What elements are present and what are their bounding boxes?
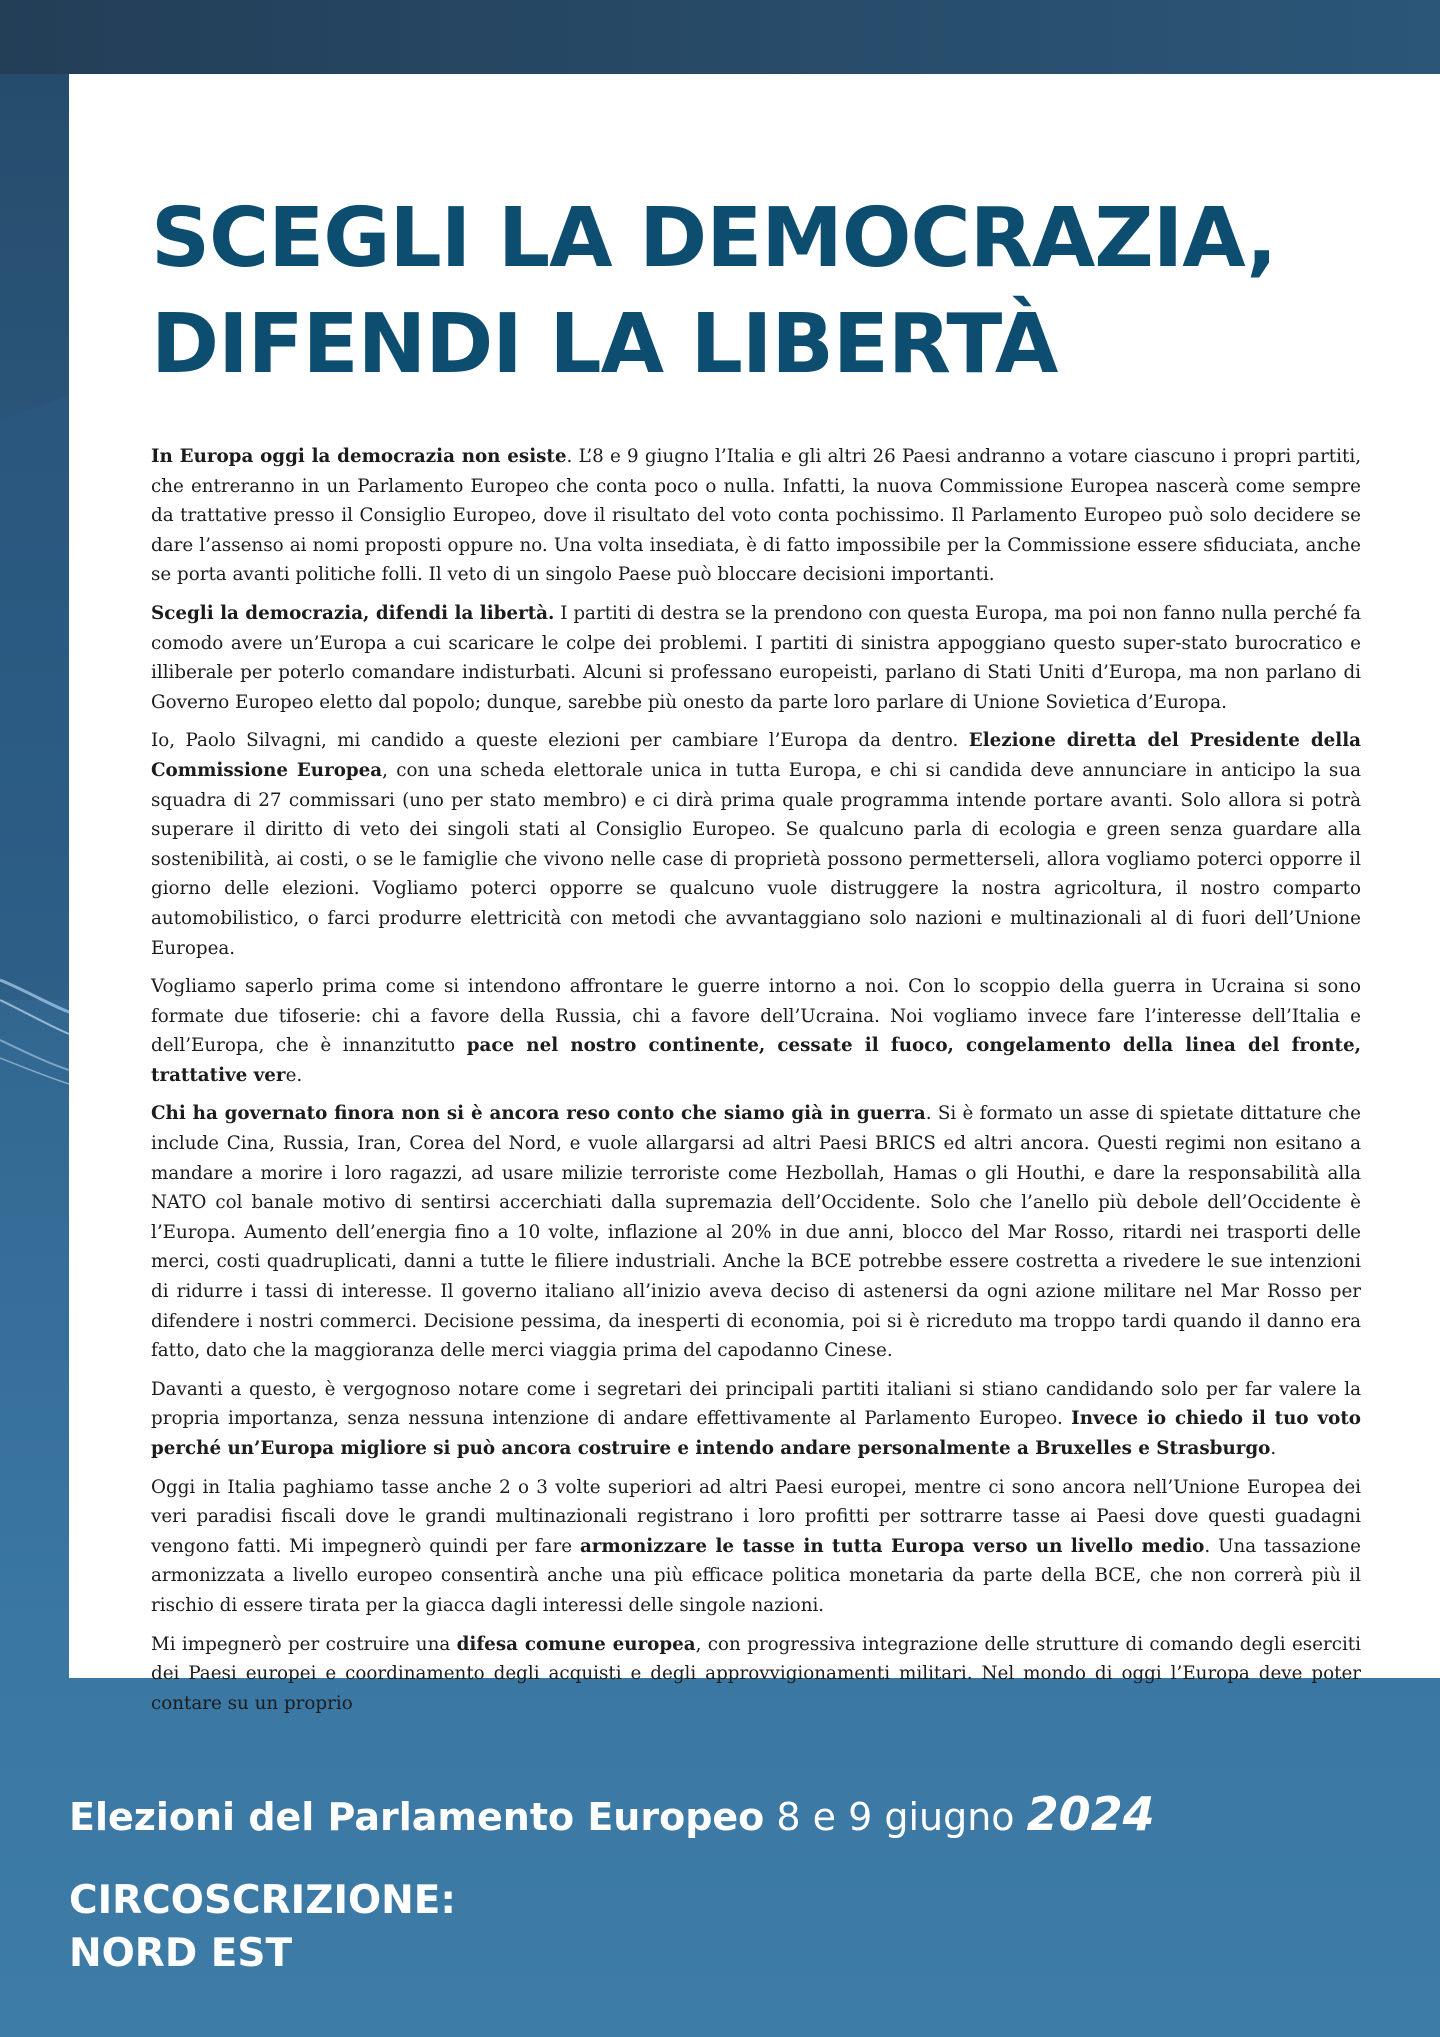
constituency	[69, 1874, 456, 1980]
paragraph-text: . Una tassazione armonizzata a livello europeo consentirà anche una più efficace politica monetaria da parte della BCE, che non correrà più il rischio di essere tirata per la giacca dagli interessi delle singole nazioni.	[151, 1535, 1362, 1616]
paragraph-text: .	[1270, 1438, 1277, 1459]
paragraph-text: , con progressiva integrazione delle strutture di comando degli eserciti dei Paesi europei e coordinamento degli acquisti e degli approvvigionamenti militari. Nel mondo di oggi l’Europa deve poter contare su un proprio	[151, 1633, 1361, 1714]
paragraph-1	[151, 442, 1361, 590]
paragraph-text: pace nel nostro continente, cessate il fuoco, congelamento della linea del fronte, trattative ver	[151, 1035, 1361, 1086]
document-page	[69, 74, 1440, 1714]
paragraph-text: Io, Paolo Silvagni, mi candido a queste elezioni per cambiare l’Europa da dentro.	[151, 730, 969, 752]
constituency-label: CIRCOSCRIZIONE:	[69, 1878, 457, 1923]
election-title	[69, 1789, 1155, 1842]
headline-line-1: SCEGLI LA DEMOCRAZIA,	[151, 191, 1277, 286]
paragraph-text: difesa comune europea	[456, 1633, 696, 1655]
paragraph-5	[151, 1099, 1361, 1365]
paragraph-7	[151, 1473, 1361, 1621]
election-name: Elezioni del Parlamento Europeo	[69, 1795, 765, 1839]
paragraph-text: e.	[285, 1064, 303, 1086]
paragraph-text: Mi impegnerò per costruire una	[151, 1633, 457, 1655]
paragraph-text: Oggi in Italia paghiamo tasse anche 2 o 3 volte superiori ad altri Paesi europei, mentre ci sono ancora nell’Unione Europea dei veri paradisi fiscali dove le grandi multinazionali registrano i loro profitti per sottrarre tasse ai Paesi dove questi guadagni vengono fatti. Mi impegnerò quindi per fare	[151, 1476, 1361, 1557]
paragraph-text: . L’8 e 9 giugno l’Italia e gli altri 26 Paesi andranno a votare ciascuno i propri partiti, che entreranno in un Parlamento Europeo che conta poco o nulla. Infatti, la nuova Commissione Europea nascerà come sempre da trattative presso il Consiglio Europeo, dove il risultato del voto conta pochissimo. Il Parlamento Europeo può solo decidere se dare l’assenso ai nomi proposti oppure no. Una volta insediata, è di fatto impossibile per la Commissione essere sfiduciata, anche se porta avanti politiche folli. Il veto di un singolo Paese può bloccare decisioni importanti.	[151, 446, 1362, 586]
paragraph-6	[151, 1375, 1361, 1464]
paragraph-text: , con una scheda elettorale unica in tutta Europa, e chi si candida deve annunciare in anticipo la sua squadra di 27 commissari (uno per stato membro) e ci dirà prima quale programma intende portare avanti. Solo allora si potrà superare il diritto di veto dei singoli stati al Consiglio Europeo. Se qualcuno parla di ecologia e green senza guardare alla sostenibilità, ai costi, o se le famiglie che vivono nelle case di proprietà possono permetterseli, allora vogliamo poterci opporre il giorno delle elezioni. Vogliamo poterci opporre se qualcuno vuole distruggere la nostra agricoltura, il nostro comparto automobilistico, o farci produrre elettricità con metodi che avvantaggiano solo nazioni e multinazionali al di fuori dell’Unione Europea.	[151, 759, 1361, 959]
constituency-name: NORD EST	[69, 1931, 293, 1976]
paragraph-text: armonizzare le tasse in tutta Europa verso un livello medio	[579, 1535, 1205, 1557]
paragraph-8	[151, 1630, 1361, 1719]
paragraph-text: Invece io chiedo il tuo voto perché un’Europa migliore si può ancora costruire e intendo andare personalmente a Bruxelles e Strasburgo	[151, 1408, 1361, 1459]
paragraph-4	[151, 972, 1361, 1090]
election-year: 2024	[1026, 1787, 1155, 1841]
paragraph-text: I partiti di destra se la prendono con questa Europa, ma poi non fanno nulla perché fa comodo avere un’Europa a cui scaricare le colpe dei problemi. I partiti di sinistra appoggiano questo super-stato burocratico e illiberale per poterlo comandare indisturbati. Alcuni si professano europeisti, parlano di Stati Uniti d’Europa, ma non parlano di Governo Europeo eletto dal popolo; dunque, sarebbe più onesto da parte loro parlare di Unione Sovietica d’Europa.	[151, 602, 1361, 713]
article-body	[151, 442, 1361, 1727]
headline	[151, 186, 1401, 398]
paragraph-text: Vogliamo saperlo prima come si intendono affrontare le guerre intorno a noi. Con lo scoppio della guerra in Ucraina si sono formate due tifoserie: chi a favore della Russia, chi a favore dell’Ucraina. Noi vogliamo invece fare l’interesse dell’Italia e dell’Europa, che è innanzitutto	[151, 976, 1361, 1057]
paragraph-text: . Si è formato un asse di spietate dittature che include Cina, Russia, Iran, Corea del Nord, e vuole allargarsi ad altri Paesi BRICS ed altri ancora. Questi regimi non esitano a mandare a morire i loro ragazzi, ad usare milizie terroriste come Hezbollah, Hamas o gli Houthi, e dare la responsabilità alla NATO col banale motivo di sentirsi accerchiati dalla supremazia dell’Occidente. Solo che l’anello più debole dell’Occidente è l’Europa. Aumento dell’energia fino a 10 volte, inflazione al 20% in due anni, blocco del Mar Rosso, ritardi nei trasporti delle merci, costi quadruplicati, danni a tutte le filiere industriali. Anche la BCE potrebbe essere costretta a rivedere le sue intenzioni di ridurre i tassi di interesse. Il governo italiano all’inizio aveva deciso di astenersi da ogni azione militare nel Mar Rosso per difendere i nostri commerci. Decisione pessima, da inesperti di economia, poi si è ricreduto ma troppo tardi quando il danno era fatto, dato che la maggioranza delle merci viaggia prima del capodanno Cinese.	[151, 1103, 1362, 1362]
paragraph-text: Chi ha governato finora non si è ancora reso conto che siamo già in guerra	[151, 1103, 926, 1125]
paragraph-text: In Europa oggi la democrazia non esiste	[151, 446, 567, 467]
headline-line-2: DIFENDI LA LIBERTÀ	[151, 297, 1058, 392]
paragraph-text: Davanti a questo, è vergognoso notare come i segretari dei principali partiti italiani si stiano candidando solo per far valere la propria importanza, senza nessuna intenzione di andare effettivamente al Parlamento Europeo.	[151, 1378, 1361, 1430]
paragraph-3	[151, 726, 1361, 963]
election-dates: 8 e 9 giugno	[764, 1795, 1027, 1839]
paragraph-2	[151, 599, 1361, 717]
paragraph-text: Scegli la democrazia, difendi la libertà.	[151, 602, 555, 624]
paragraph-text: Elezione diretta del Presidente della Commissione Europea	[151, 730, 1361, 781]
